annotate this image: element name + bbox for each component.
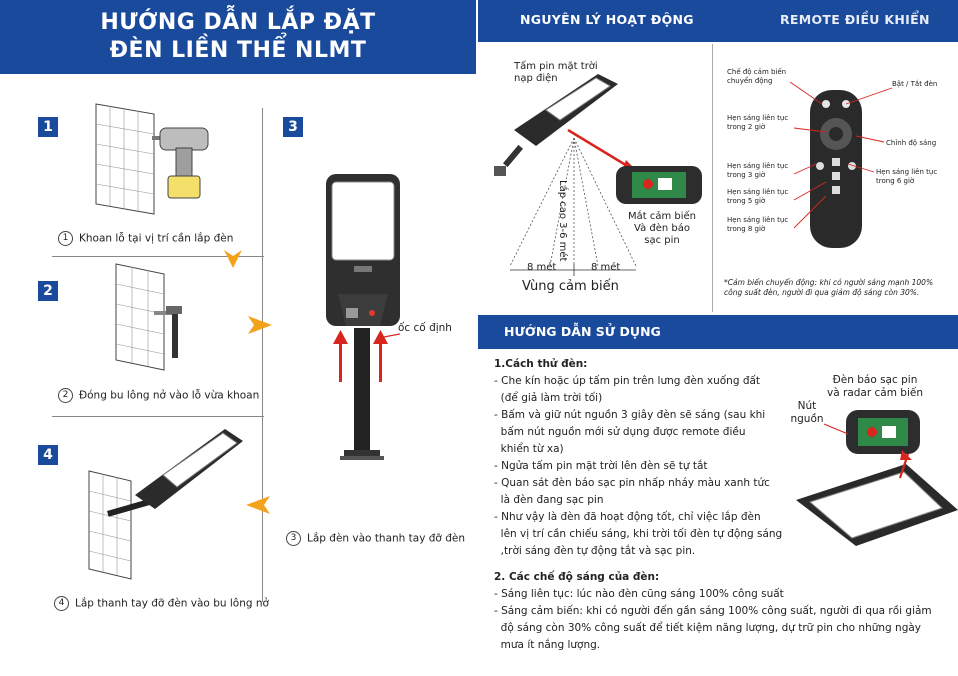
remote-leader-lines xyxy=(760,70,950,240)
step-4-circle: 4 xyxy=(54,596,69,611)
usage-line: - Sáng liên tục: lúc nào đèn cũng sáng 100% công suất xyxy=(494,588,784,600)
install-title-band xyxy=(0,0,476,74)
remote-brightness-label: Chỉnh độ sáng xyxy=(886,139,937,147)
usage-band xyxy=(478,315,958,349)
principle-remote-band xyxy=(478,0,958,42)
step-number-2: 2 xyxy=(38,281,58,301)
remote-power-label: Bật / Tắt đèn xyxy=(892,80,938,88)
left-arrow xyxy=(244,494,272,516)
usage-line: khiển từ xa) xyxy=(494,443,564,455)
usage-section-2-title: 2. Các chế độ sáng của đèn: xyxy=(494,571,660,583)
motion-note: *Cảm biến chuyển động: khi có người sáng mạnh 100% công suất đèn, người đi qua giảm độ sáng còn 30%. xyxy=(724,278,934,297)
remote-2h-label: Hẹn sáng liên tục trong 2 giờ xyxy=(727,114,789,131)
usage-line: bấm nút nguồn mới sử dụng được remote điều xyxy=(494,426,746,438)
lamp-pole-illustration xyxy=(320,170,410,480)
principle-remote-divider xyxy=(712,44,713,312)
usage-line: - Như vậy là đèn đã hoạt động tốt, chỉ việc lắp đèn xyxy=(494,511,761,523)
usage-line: - Ngửa tấm pin mặt trời lên đèn sẽ tự tắt xyxy=(494,460,708,472)
mount-height-label: Lắp cao 3-6 mét xyxy=(557,180,568,262)
step-3-caption: 3 Lắp đèn vào thanh tay đỡ đèn xyxy=(286,531,465,546)
remote-5h-label: Hẹn sáng liên tục trong 5 giờ xyxy=(727,188,789,205)
usage-line: - Che kín hoặc úp tấm pin trên lưng đèn xuống đất xyxy=(494,375,761,387)
sensor-zone-label: Vùng cảm biến xyxy=(522,279,619,294)
principle-heading: NGUYÊN LÝ HOẠT ĐỘNG xyxy=(520,12,694,27)
usage-section-2 xyxy=(494,569,944,654)
remote-heading: REMOTE ĐIỀU KHIỂN xyxy=(780,12,930,27)
usage-line: - Bấm và giữ nút nguồn 3 giây đèn sẽ sáng (sau khi xyxy=(494,409,766,421)
step-1-circle: 1 xyxy=(58,231,73,246)
usage-line: độ sáng còn 30% công suất để tiết kiệm năng lượng, dự trữ pin cho những ngày xyxy=(494,622,922,634)
step-number-1: 1 xyxy=(38,117,58,137)
step-2-circle: 2 xyxy=(58,388,73,403)
remote-6h-label: Hẹn sáng liên tục trong 6 giờ xyxy=(876,168,938,185)
right-distance-label: 8 mét xyxy=(591,262,621,273)
install-title-line2: ĐÈN LIỀN THỂ NLMT xyxy=(109,38,367,63)
fixing-bolt-label: ốc cố định xyxy=(398,322,452,334)
usage-line: ,trời sáng đèn tự động tắt và sạc pin. xyxy=(494,545,696,557)
fixing-bolt-leader xyxy=(378,332,402,340)
remote-motion-label: Chế độ cảm biến chuyển động xyxy=(727,68,787,85)
step-3-circle: 3 xyxy=(286,531,301,546)
hammer-illustration xyxy=(110,262,200,372)
remote-3h-label: Hẹn sáng liên tục trong 3 giờ xyxy=(727,162,789,179)
lamp-back-illustration xyxy=(796,406,958,546)
step-4-caption: 4 Lắp thanh tay đỡ đèn vào bu lông nở xyxy=(54,596,269,611)
left-distance-label: 8 mét xyxy=(527,262,557,273)
down-arrow-1 xyxy=(222,248,244,270)
vertical-divider xyxy=(262,108,263,602)
usage-section-1 xyxy=(494,356,794,560)
sensor-panel-closeup xyxy=(614,164,704,206)
usage-line: - Sáng cảm biến: khi có người đến gần sáng 100% công suất, người đi qua rồi giảm xyxy=(494,605,932,617)
usage-line: là đèn đang sạc pin xyxy=(494,494,604,506)
usage-line: (để giả làm trời tối) xyxy=(494,392,603,404)
solar-panel-label: Tấm pin mặt trời nạp điện xyxy=(514,61,598,84)
usage-line: - Quan sát đèn báo sạc pin nhấp nháy màu xanh tức xyxy=(494,477,770,489)
usage-line: lên vị trí cần chiếu sáng, khi trời tối đèn tự động sáng xyxy=(494,528,783,540)
fixing-bolt-icon xyxy=(346,308,358,318)
power-button-label: Nút nguồn xyxy=(790,400,824,425)
lamp-wall-illustration xyxy=(85,425,245,585)
step-1-caption: 1 Khoan lỗ tại vị trí cần lắp đèn xyxy=(58,231,233,246)
usage-heading: HƯỚNG DẪN SỬ DỤNG xyxy=(504,324,661,339)
right-arrow xyxy=(246,314,274,336)
indicator-label: Đèn báo sạc pin và radar cảm biến xyxy=(827,374,923,399)
drill-icon xyxy=(152,128,208,198)
step-divider-2 xyxy=(52,416,264,417)
drill-illustration xyxy=(90,100,240,220)
step-2-caption: 2 Đóng bu lông nở vào lỗ vừa khoan xyxy=(58,388,259,403)
sensor-eye-label: Mắt cảm biến Và đèn báo sạc pin xyxy=(627,211,697,246)
step-number-4: 4 xyxy=(38,445,58,465)
step-number-3: 3 xyxy=(283,117,303,137)
usage-line: mưa ít nắng lượng. xyxy=(494,639,601,651)
install-title-line1: HƯỚNG DẪN LẮP ĐẶT xyxy=(100,10,376,35)
remote-8h-label: Hẹn sáng liên tục trong 8 giờ xyxy=(727,216,789,233)
usage-section-1-title: 1.Cách thử đèn: xyxy=(494,358,588,370)
